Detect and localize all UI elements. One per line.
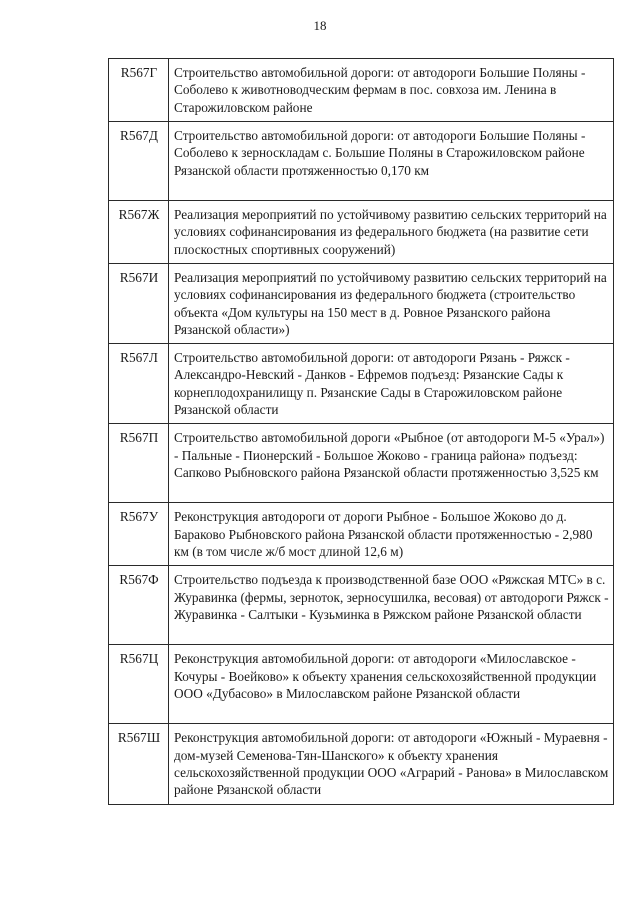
- code-description: Реконструкция автомобильной дороги: от автодороги «Южный - Мураевня - дом-музей Семенова-Тян-Шанского» к объекту хранения сельскохозяйственной продукции ООО «Аграрий - Ранова» в Милославском районе Рязанской области: [169, 724, 614, 804]
- budget-code: R567Ф: [109, 566, 169, 645]
- code-description: Строительство подъезда к производственной базе ООО «Ряжская МТС» в с. Журавинка (фермы, зерноток, зерносушилка, весовая) от автодороги Ряжск - Журавинка - Салтыки - Кузьминка в Ряжском районе Рязанской области: [169, 566, 614, 645]
- table-row: [109, 724, 614, 804]
- table-row: [109, 59, 614, 122]
- budget-code: R567И: [109, 264, 169, 344]
- code-description: Строительство автомобильной дороги «Рыбное (от автодороги М-5 «Урал») - Пальные - Пионерский - Большое Жоково - граница района» подъезд: Сапково Рыбновского района Рязанской области протяженностью 3,525 км: [169, 424, 614, 503]
- table-row: [109, 645, 614, 724]
- budget-code: R567Г: [109, 59, 169, 122]
- table-row: [109, 424, 614, 503]
- code-description: Строительство автомобильной дороги: от автодороги Большие Поляны - Соболево к животноводческим фермам в пос. совхоза им. Ленина в Старожиловском районе: [169, 59, 614, 122]
- budget-code: R567У: [109, 503, 169, 566]
- code-description: Реализация мероприятий по устойчивому развитию сельских территорий на условиях софинансирования из федерального бюджета (на развитие сети плоскостных спортивных сооружений): [169, 201, 614, 264]
- budget-code: R567П: [109, 424, 169, 503]
- budget-code: R567Д: [109, 122, 169, 201]
- code-description: Реализация мероприятий по устойчивому развитию сельских территорий на условиях софинансирования из федерального бюджета (строительство объекта «Дом культуры на 150 мест в д. Ровное Рязанского района Рязанской области»): [169, 264, 614, 344]
- code-description: Строительство автомобильной дороги: от автодороги Рязань - Ряжск - Александро-Невский - Данков - Ефремов подъезд: Рязанские Сады к корнеплодохранилищу п. Рязанские Сады в Старожиловском районе Рязанской области: [169, 344, 614, 424]
- table-row: [109, 122, 614, 201]
- table-row: [109, 344, 614, 424]
- page-number: 18: [313, 18, 327, 33]
- code-description: Строительство автомобильной дороги: от автодороги Большие Поляны - Соболево к зерноскладам с. Большие Поляны в Старожиловском районе Рязанской области протяженностью 0,170 км: [169, 122, 614, 201]
- budget-code: R567Л: [109, 344, 169, 424]
- budget-code: R567Ш: [109, 724, 169, 804]
- table-row: [109, 566, 614, 645]
- budget-code-table: [108, 58, 614, 805]
- table-row: [109, 503, 614, 566]
- code-description: Реконструкция автодороги от дороги Рыбное - Большое Жоково до д. Бараково Рыбновского района Рязанской области протяженностью - 2,980 км (в том числе ж/б мост длиной 12,6 м): [169, 503, 614, 566]
- code-description: Реконструкция автомобильной дороги: от автодороги «Милославское - Кочуры - Воейково» к объекту хранения сельскохозяйственной продукции ООО «Дубасово» в Милославском районе Рязанской области: [169, 645, 614, 724]
- table-row: [109, 201, 614, 264]
- budget-code: R567Ж: [109, 201, 169, 264]
- budget-code: R567Ц: [109, 645, 169, 724]
- table-row: [109, 264, 614, 344]
